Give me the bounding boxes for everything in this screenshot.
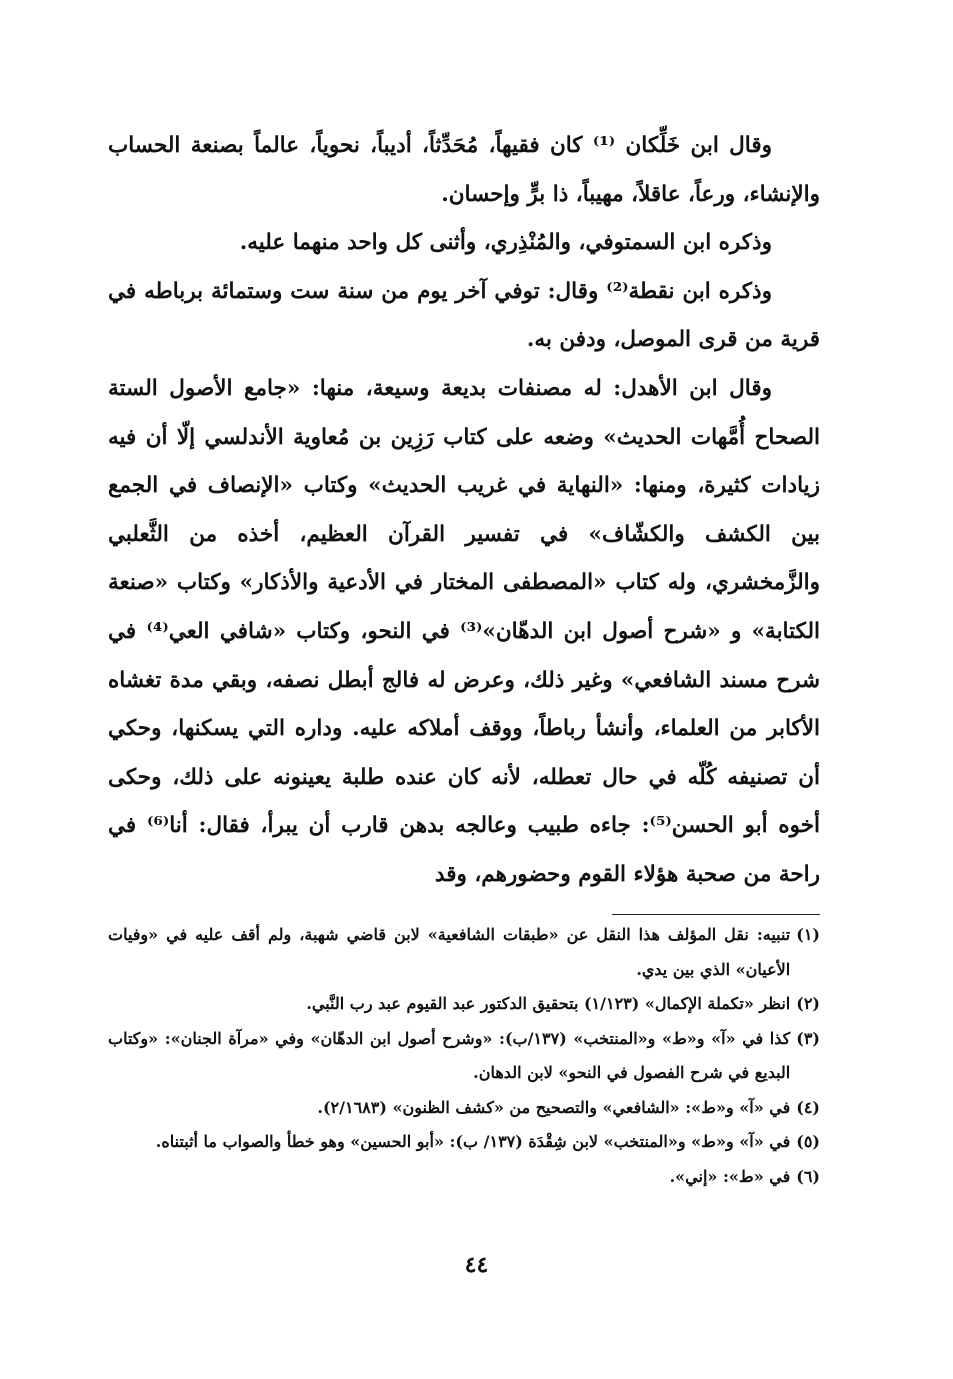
paragraph-3: وذكره ابن نقطة⁽²⁾ وقال: توفي آخر يوم من سنة ست وستمائة برباطه في قرية من قرى الموصل، ودفن به. [108,278,820,353]
paragraph-4: وقال ابن الأهدل: له مصنفات بديعة وسيعة، منها: «جامع الأصول الستة الصحاح أُمَّهات الحديث» وضعه على كتاب رَزِين بن مُعاوية الأندلسي إلّا أن فيه زيادات كثيرة، ومنها: «النهاية في غريب الحديث» وكتاب «الإنصاف في الجمع بين الكشف والكشّاف» في تفسير القرآن العظيم، أخذه من الثَّعلبي والزَّمخشري، وله كتاب «المصطفى المختار في الأدعية والأذكار» وكتاب «صنعة الكتابة» و «شرح أصول ابن الدهّان»⁽³⁾ في النحو، وكتاب «شافي العي⁽⁴⁾ في شرح مسند الشافعي» وغير ذلك، وعرض له فالج أبطل نصفه، وبقي مدة تغشاه الأكابر من العلماء، وأنشأ رباطاً، ووقف أملاكه عليه. وداره التي يسكنها، وحكي أن تصنيفه كُلّه في حال تعطله، لأنه كان عنده طلبة يعينونه على ذلك، وحكى أخوه أبو الحسن⁽⁵⁾: جاءه طبيب وعالجه بدهن قارب أن يبرأ، فقال: أنا⁽⁶⁾ في راحة من صحبة هؤلاء القوم وحضورهم، وقد [108,375,820,887]
footnote-3 [108,1022,820,1091]
main-text [108,122,820,900]
footnote-5 [108,1125,820,1160]
footnote-number: (٤) [796,1097,820,1117]
page-number: ٤٤ [464,1252,489,1278]
footnote-number: (٥) [796,1132,820,1151]
paragraph-1: وقال ابن خَلِّكان ⁽¹⁾ كان فقيهاً، مُحَدِّثاً، أديباً، نحوياً، عالماً بصنعة الحساب والإنشاء، ورعاً، عاقلاً، مهيباً، ذا برٍّ وإحسان. [108,133,820,207]
footnote-text: انظر «تكملة الإكمال» (١/١٢٣) بتحقيق الدكتور عبد القيوم عبد رب النَّبي. [306,994,791,1013]
footnote-number: (١) [796,925,820,944]
footnote-text: في «آ» و«ط»: «الشافعي» والتصحيح من «كشف الظنون» (٢/١٦٨٣). [317,1097,791,1117]
paragraph-2: وذكره ابن السمتوفي، والمُنْذِري، وأثنى كل واحد منهما عليه. [239,230,772,256]
footnotes [108,918,820,1194]
footnote-number: (٣) [796,1028,820,1048]
footnote-2 [108,987,820,1022]
footnote-text: في «آ» و«ط» و«المنتخب» لابن شِقْدَة (١٣٧/ ب): «أبو الحسين» وهو خطأ والصواب ما أثبتناه. [155,1132,791,1151]
footnote-number: (٢) [796,994,820,1013]
footnote-text: كذا في «آ» و«ط» و«المنتخب» (١٣٧/ب): «وشرح أصول ابن الدهّان» وفي «مرآة الجنان»: «وكتاب البديع في شرح الفصول في النحو» لابن الدهان. [108,1028,791,1082]
footnote-number: (٦) [796,1166,820,1186]
footnote-separator [612,914,820,915]
footnote-4 [108,1091,820,1126]
footnote-1 [108,918,820,987]
footnote-text: في «ط»: «إني». [669,1166,791,1186]
footnote-text: تنبيه: نقل المؤلف هذا النقل عن «طبقات الشافعية» لابن قاضي شهبة، ولم أقف عليه في «وفيات الأعيان» الذي بين يدي. [108,925,791,979]
footnote-6 [108,1160,820,1195]
